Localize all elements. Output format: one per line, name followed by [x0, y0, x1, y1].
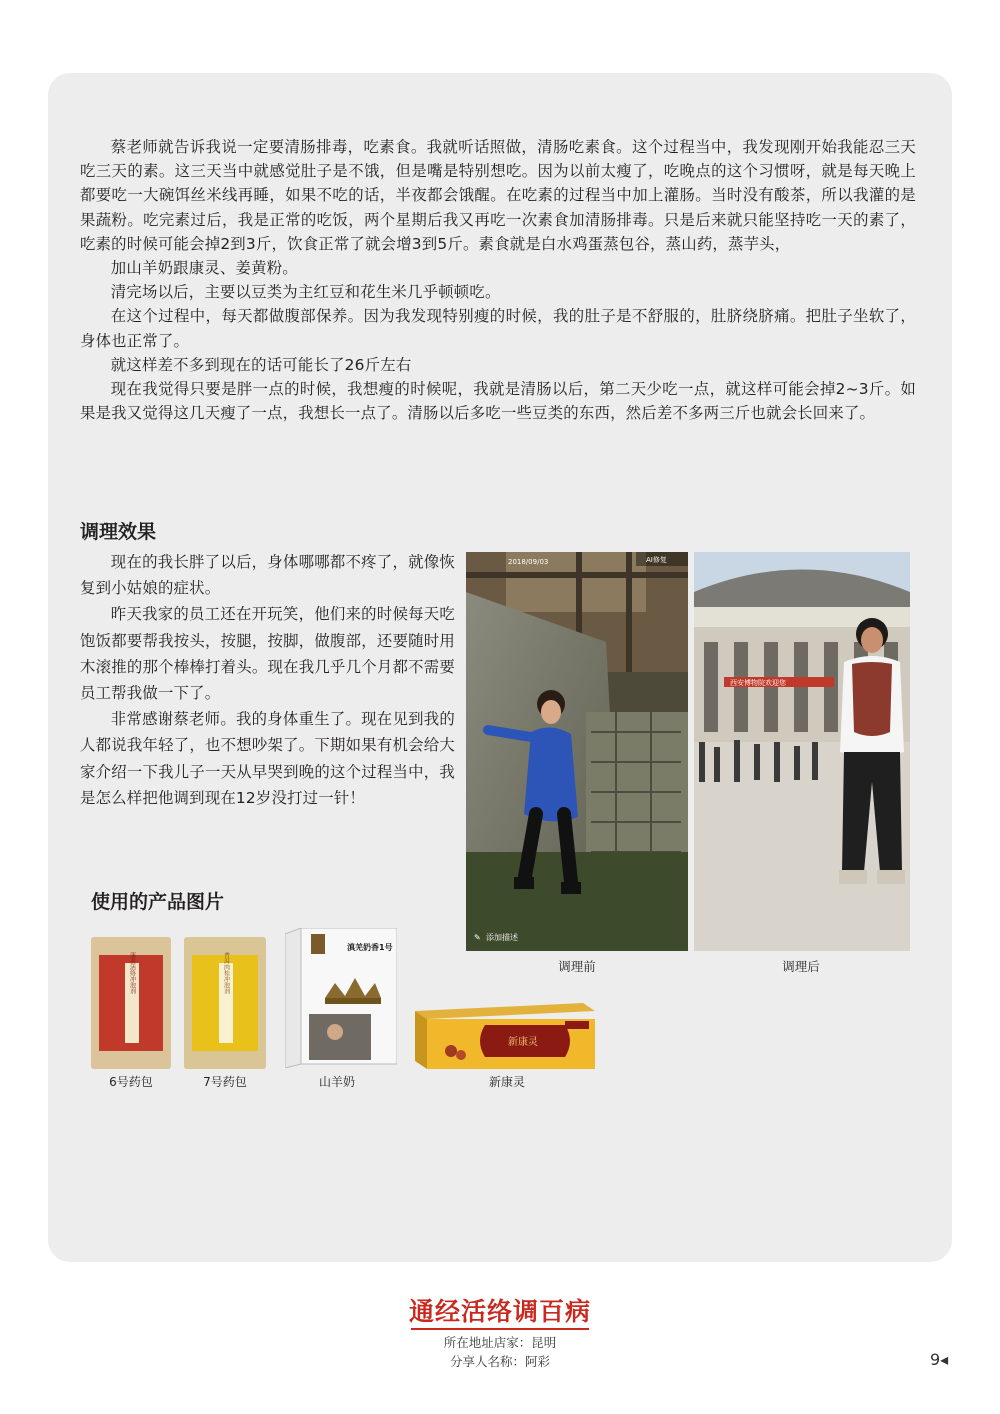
footer-title: 通经活络调百病: [408, 1297, 591, 1326]
product-label: 山羊奶: [318, 1075, 355, 1089]
before-photo-image: [466, 552, 688, 951]
pack-7-image: [184, 937, 266, 1069]
before-caption: 调理前: [558, 959, 596, 974]
goat-milk-image: [285, 928, 397, 1068]
pack-7-text: 普洱肉桂冲泡剂: [222, 952, 230, 994]
product-label: 新康灵: [488, 1075, 525, 1089]
page-number: 9◂: [930, 1350, 949, 1369]
product-pack-7: [184, 937, 266, 1069]
effect-paragraph: 非常感谢蔡老师。我的身体重生了。现在见到我的人都说我年轻了，也不想吵架了。下期如果有机会给大家介绍一下我儿子一天从早哭到晚的这个过程当中，我是怎么样把他调到现在12岁没打过一针！: [80, 710, 455, 807]
add-description-label: 添加描述: [486, 933, 518, 942]
article-paragraph: 现在我觉得只要是胖一点的时候，我想瘦的时候呢，我就是清肠以后，第二天少吃一点，就这样可能会掉2~3斤。如果是我又觉得这几天瘦了一点，我想长一点了。清肠以后多吃一些豆类的东西，然后差不多两三斤也就会长回来了。: [80, 380, 916, 423]
xinkangling-box-text: 新康灵: [508, 1037, 538, 1048]
ai-repair-label: AI修复: [646, 556, 667, 564]
effect-paragraph: 现在的我长胖了以后，身体哪哪都不疼了，就像恢复到小姑娘的症状。: [80, 553, 455, 598]
after-caption: 调理后: [782, 959, 820, 974]
after-photo-image: [694, 552, 910, 951]
product-pack-6: [91, 937, 171, 1069]
footer-location: 所在地址店家：昆明: [443, 1335, 557, 1350]
xinkangling-image: [415, 1003, 595, 1069]
after-photo: [694, 552, 910, 951]
article-paragraph: 在这个过程中，每天都做腹部保养。因为我发现特别瘦的时候，我的肚子是不舒服的，肚脐绕脐痛。把肚子坐软了，身体也正常了。: [80, 307, 916, 350]
before-photo: [466, 552, 688, 951]
products-section-title: 使用的产品图片: [91, 891, 225, 913]
article-paragraph: 蔡老师就告诉我说一定要清肠排毒，吃素食。我就听话照做，清肠吃素食。这个过程当中，我发现刚开始我能忍三天吃三天的素。这三天当中就感觉肚子是不饿，但是嘴是特别想吃。因为以前太瘦了，吃晚点的这个习惯呀，就是每天晚上都要吃一大碗饵丝米线再睡，如果不吃的话，半夜都会饿醒。在吃素的过程当中加上灌肠。当时没有酸茶，所以我灌的是果蔬粉。吃完素过后，我是正常的吃饭，两个星期后我又再吃一次素食加清肠排毒。只是后来就只能坚持吃一天的素了，吃素的时候可能会掉2到3斤，饮食正常了就会增3到5斤。素食就是白水鸡蛋蒸包谷，蒸山药，蒸芋头，: [80, 138, 916, 253]
effect-text: [80, 549, 455, 811]
product-label: 6号药包: [109, 1075, 153, 1089]
product-goat-milk: [285, 928, 397, 1068]
edit-icon: ✎: [474, 933, 481, 942]
pack-6-image: [91, 937, 171, 1069]
product-label: 7号药包: [203, 1075, 247, 1089]
article-paragraph: 就这样差不多到现在的话可能长了26斤左右: [110, 355, 412, 374]
pack-6-text: 蒲黄活络冲泡剂: [128, 952, 136, 994]
article-paragraph: 清完场以后，主要以豆类为主红豆和花生米几乎顿顿吃。: [110, 283, 501, 302]
goat-milk-brand: 滇羌奶香1号: [347, 943, 393, 952]
footer-sharer: 分享人名称：阿彩: [449, 1354, 550, 1369]
effect-paragraph: 昨天我家的员工还在开玩笑，他们来的时候每天吃饱饭都要帮我按头，按腿，按脚，做腹部，还要随时用木滚推的那个棒棒打着头。现在我几乎几个月都不需要员工帮我做一下了。: [80, 605, 455, 703]
article-paragraph: 加山羊奶跟康灵、姜黄粉。: [110, 259, 298, 278]
article-top-text: [80, 135, 916, 425]
product-xinkangling: [415, 1003, 595, 1069]
effect-section-title: 调理效果: [80, 521, 157, 543]
before-timestamp: 2018/09/03: [508, 558, 549, 566]
footer-divider: [411, 1328, 589, 1330]
museum-sign: 西安博物院欢迎您: [730, 679, 786, 687]
